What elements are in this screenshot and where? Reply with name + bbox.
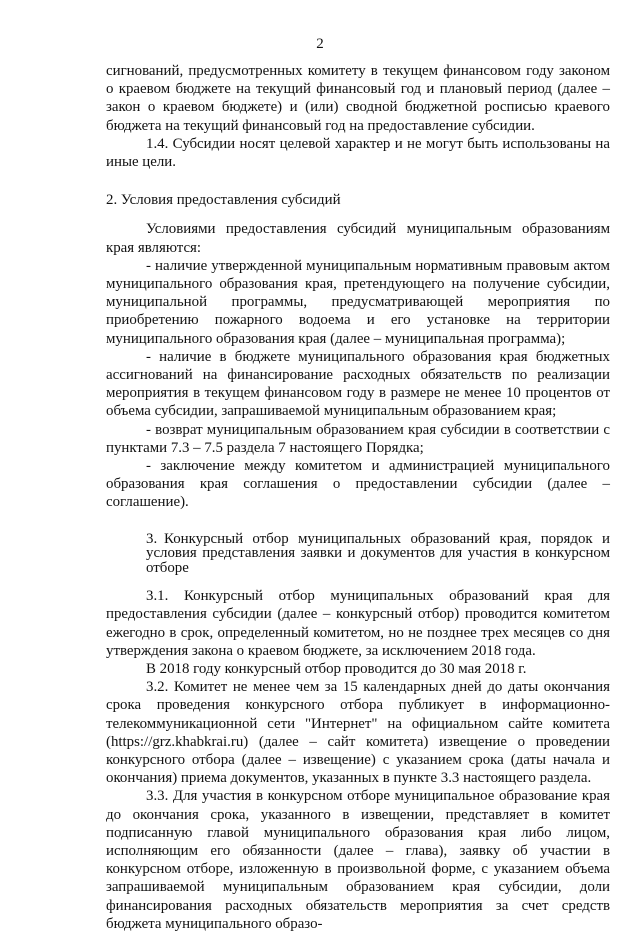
paragraph-3-1: 3.1. Конкурсный отбор муниципальных образований края для предоставления субсидии (далее – конкурсный отбор) проводится комитетом ежегодно в срок, определенный комитетом, но не позднее трех месяцев со дня утверждения закона о краевом бюджете, за исключением 2018 года. bbox=[106, 588, 610, 659]
list-item-budget-allocations: - наличие в бюджете муниципального образования края бюджетных ассигнований на финансирование расходных обязательств по реализации мероприятия в текущем финансовом году в размере не менее 10 процентов от объема субсидии, запрашиваемой муниципальным образованием края; bbox=[106, 348, 610, 420]
document-body bbox=[106, 62, 610, 933]
paragraph-1-4: 1.4. Субсидии носят целевой характер и не могут быть использованы на иные цели. bbox=[106, 135, 610, 171]
section-3-number: 3. bbox=[146, 530, 158, 547]
list-item-subsidy-return: - возврат муниципальным образованием края субсидии в соответствии с пунктами 7.3 – 7.5 раздела 7 настоящего Порядка; bbox=[106, 421, 610, 456]
section-2-heading: 2. Условия предоставления субсидий bbox=[106, 192, 341, 209]
list-item-agreement: - заключение между комитетом и администрацией муниципального образования края соглашения о предоставлении субсидии (далее – соглашение). bbox=[106, 458, 610, 511]
paragraph-3-3: 3.3. Для участия в конкурсном отборе муниципальное образование края до окончания срока, указанного в извещении, представляет в комитет подписанную главой муниципального образования края либо лицом, исполняющим его обязанности (далее – глава), заявку об участии в конкурсном отборе, изложенную в произвольной форме, с указанием объема запрашиваемой муниципальным образованием края субсидии, доли финансирования расходных обязательств мероприятия за счет средств бюджета муниципального образо- bbox=[106, 788, 610, 932]
page-number: 2 bbox=[316, 36, 324, 52]
section-3-title: Конкурсный отбор муниципальных образований края, порядок и условия представления заявки и документов для участия в конкурсном отборе bbox=[146, 530, 610, 576]
paragraph-continuation: сигнований, предусмотренных комитету в текущем финансовом году законом о краевом бюджете на текущий финансовый год и плановый период (далее – закон о краевом бюджете) и (или) сводной бюджетной росписью краевого бюджета на текущий финансовый год на предоставление субсидии. bbox=[106, 63, 610, 134]
paragraph-2018-deadline: В 2018 году конкурсный отбор проводится до 30 мая 2018 г. bbox=[146, 660, 527, 677]
section-3-heading bbox=[106, 532, 610, 576]
paragraph-3-2: 3.2. Комитет не менее чем за 15 календарных дней до даты окончания срока проведения конкурсного отбора публикует в информационно-телекоммуникационной сети "Интернет" на официальном сайте комитета (https://grz.khabkrai.ru) (далее – сайт комитета) извещение о проведении конкурсного отбора (далее – извещение) с указанием срока (даты начала и окончания) приема документов, указанных в пункте 3.3 настоящего раздела. bbox=[106, 679, 610, 787]
list-item-municipal-program: - наличие утвержденной муниципальным нормативным правовым актом муниципального образования края, претендующего на получение субсидии, муниципальной программы, предусматривающей мероприятия по приобретению пожарного водоема и его установке на территории муниципального образования края (далее – муниципальная программа); bbox=[106, 257, 610, 347]
paragraph-conditions-intro: Условиями предоставления субсидий муниципальным образованиям края являются: bbox=[106, 221, 610, 256]
